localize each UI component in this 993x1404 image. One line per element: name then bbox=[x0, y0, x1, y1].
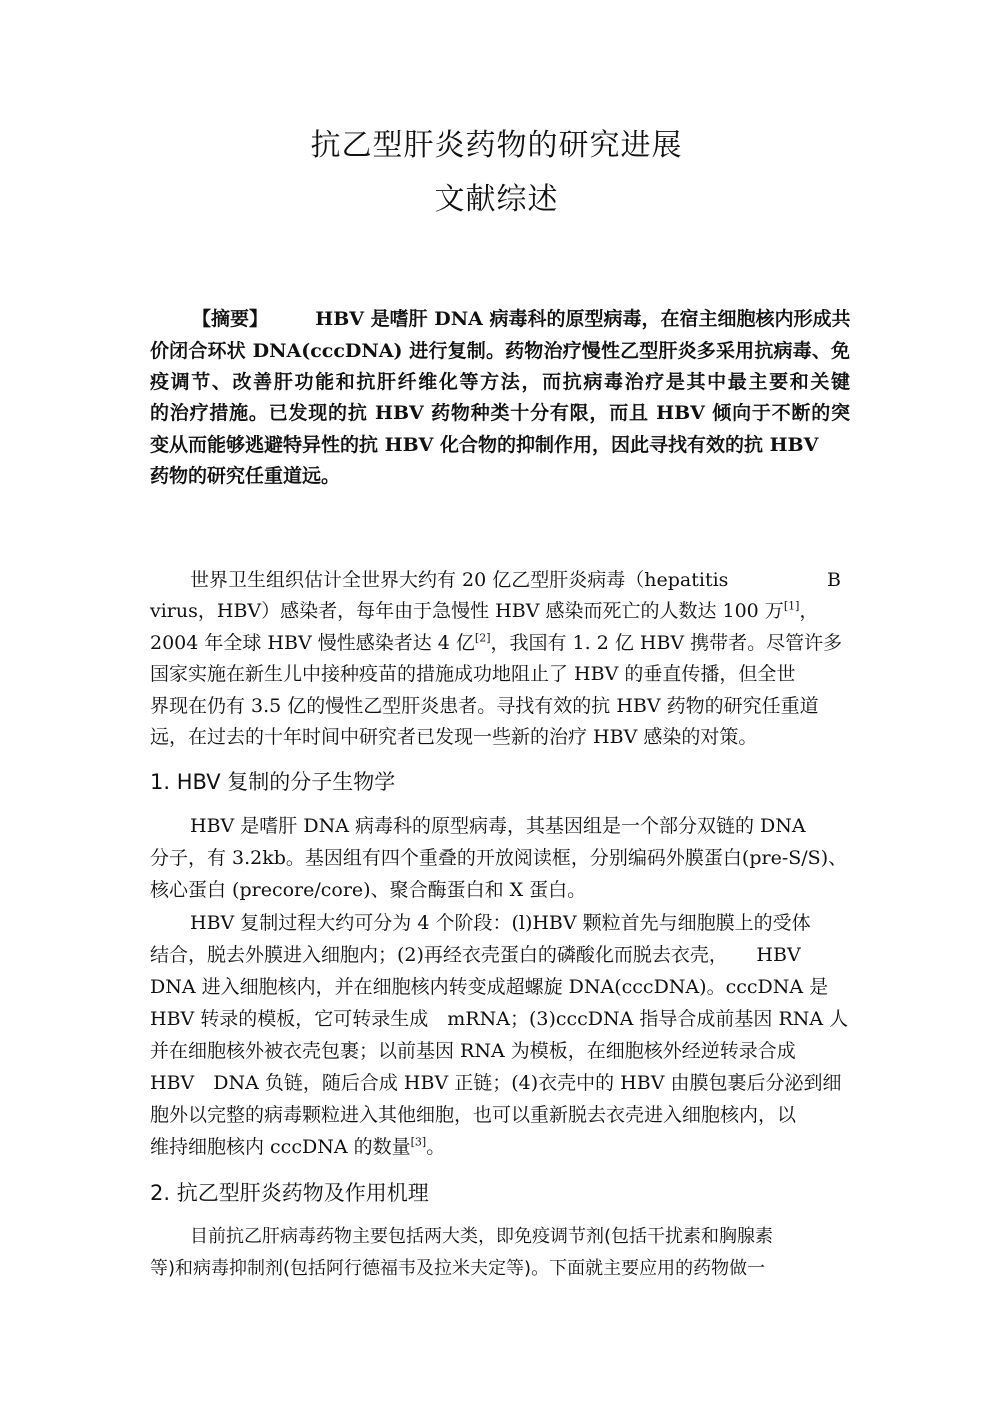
intro-line-6: 远，在过去的十年时间中研究者已发现一些新的治疗 HBV 感染的对策。 bbox=[150, 726, 758, 748]
section-1-p2-line-6: HBV DNA 负链，随后合成 HBV 正链；(4)衣壳中的 HBV 由膜包裹后分泌到细 bbox=[150, 1072, 842, 1094]
section-2-heading: 2. 抗乙型肝炎药物及作用机理 bbox=[150, 1181, 429, 1205]
section-1-p2-line-4: HBV 转录的模板，它可转录生成 mRNA；(3)cccDNA 指导合成前基因 RNA 人 bbox=[150, 1008, 849, 1030]
abstract-text: HBV 是嗜肝 DNA 病毒科的原型病毒，在宿主细胞核内形成共 bbox=[315, 308, 851, 330]
section-1-p1-line-2: 分子，有 3.2kb。基因组有四个重叠的开放阅读框，分别编码外膜蛋白(pre-S/S)、 bbox=[150, 847, 848, 869]
document-subtitle: 文献综述 bbox=[434, 182, 559, 217]
intro-line-3-text: 2004 年全球 HBV 慢性感染者达 4 亿 bbox=[150, 632, 475, 654]
abstract-label: 【摘要】 bbox=[192, 308, 269, 330]
citation-3: [3] bbox=[410, 1135, 427, 1149]
section-1-heading: 1. HBV 复制的分子生物学 bbox=[150, 770, 396, 794]
section-1-p2-last-text: 维持细胞核内 cccDNA 的数量 bbox=[150, 1136, 411, 1158]
abstract-line-3: 疫调节、改善肝功能和抗肝纤维化等方法，而抗病毒治疗是其中最主要和关键 bbox=[150, 371, 850, 393]
intro-line-1-text: 世界卫生组织估计全世界大约有 20 亿乙型肝炎病毒（hepatitis bbox=[190, 569, 729, 591]
intro-line-2-end: ， bbox=[799, 600, 819, 622]
intro-line-3-end: ，我国有 1. 2 亿 HBV 携带者。尽管许多 bbox=[490, 632, 843, 654]
section-1-p1-line-3: 核心蛋白 (precore/core)、聚合酶蛋白和 X 蛋白。 bbox=[150, 879, 587, 901]
intro-line-5: 界现在仍有 3.5 亿的慢性乙型肝炎患者。寻找有效的抗 HBV 药物的研究任重道 bbox=[150, 695, 819, 717]
section-1-p1-line-1: HBV 是嗜肝 DNA 病毒科的原型病毒，其基因组是一个部分双链的 DNA bbox=[190, 815, 806, 837]
section-1-p2-line-7: 胞外以完整的病毒颗粒进入其他细胞，也可以重新脱去衣壳进入细胞核内，以 bbox=[150, 1104, 797, 1126]
abstract-line-5: 变从而能够逃避特异性的抗 HBV 化合物的抑制作用，因此寻找有效的抗 HBV bbox=[150, 434, 819, 456]
intro-line-3 bbox=[150, 628, 850, 659]
section-1-p2-end: 。 bbox=[426, 1136, 446, 1158]
section-1-p2-line-5: 并在细胞核外被衣壳包裹；以前基因 RNA 为模板，在细胞核外经逆转录合成 bbox=[150, 1040, 796, 1062]
section-1-p2-line-2: 结合，脱去外膜进入细胞内；(2)再经衣壳蛋白的磷酸化而脱去衣壳， HBV bbox=[150, 944, 801, 966]
section-1-p2-line-8 bbox=[150, 1132, 850, 1163]
section-1-p2-line-1: HBV 复制过程大约可分为 4 个阶段：(l)HBV 颗粒首先与细胞膜上的受体 bbox=[190, 912, 811, 934]
section-2-line-1: 目前抗乙肝病毒药物主要包括两大类，即免疫调节剂(包括干扰素和胸腺素 bbox=[190, 1226, 774, 1247]
intro-line-1 bbox=[190, 565, 845, 596]
section-1-p2-line-3: DNA 进入细胞核内，并在细胞核内转变成超螺旋 DNA(cccDNA)。cccDNA 是 bbox=[150, 976, 829, 998]
document-title: 抗乙型肝炎药物的研究进展 bbox=[310, 128, 683, 163]
abstract-line-2: 价闭合环状 DNA(cccDNA) 进行复制。药物治疗慢性乙型肝炎多采用抗病毒、免 bbox=[150, 340, 850, 362]
intro-line-2-text: virus，HBV）感染者，每年由于急慢性 HBV 感染而死亡的人数达 100 万 bbox=[150, 600, 784, 622]
intro-line-1-end: B bbox=[827, 569, 841, 591]
abstract-line-1 bbox=[192, 304, 852, 335]
section-2-line-2: 等)和病毒抑制剂(包括阿行德福韦及拉米夫定等)。下面就主要应用的药物做一 bbox=[150, 1258, 766, 1279]
citation-1: [1] bbox=[783, 599, 800, 613]
intro-line-4: 国家实施在新生儿中接种疫苗的措施成功地阻止了 HBV 的垂直传播，但全世 bbox=[150, 663, 796, 685]
abstract-line-4: 的治疗措施。已发现的抗 HBV 药物种类十分有限，而且 HBV 倾向于不断的突 bbox=[150, 402, 850, 424]
citation-2: [2] bbox=[474, 631, 491, 645]
intro-line-2 bbox=[150, 596, 850, 627]
abstract-line-6: 药物的研究任重道远。 bbox=[150, 465, 341, 487]
